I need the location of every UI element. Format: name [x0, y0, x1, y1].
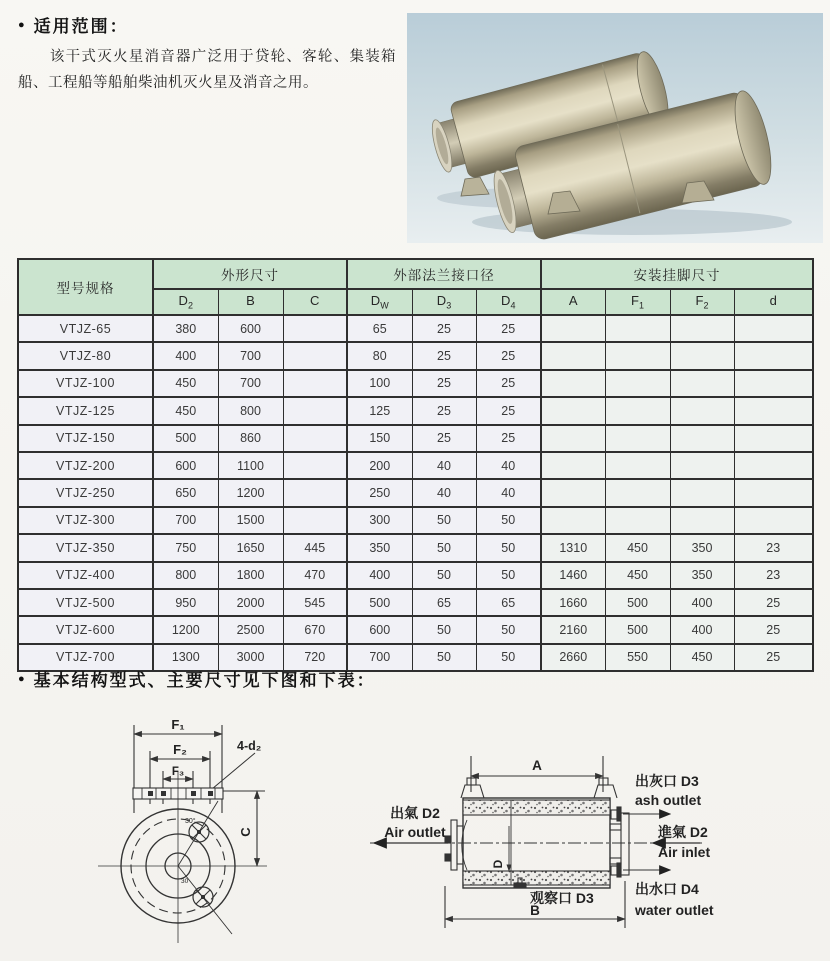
model-cell: VTJZ-700 [18, 644, 153, 671]
air-inlet-label-cn: 進氣 D2 [658, 824, 708, 840]
table-row [18, 507, 813, 534]
value-cell-d [734, 452, 813, 479]
model-cell: VTJZ-350 [18, 534, 153, 561]
value-cell-dw: 300 [347, 507, 412, 534]
observation-port-label: 观察口 D3 [530, 890, 594, 906]
value-cell-d3: 25 [412, 425, 476, 452]
dim-label-a: A [532, 758, 542, 773]
value-cell-d [734, 397, 813, 424]
group-header-mounting: 安装挂脚尺寸 [541, 259, 813, 289]
bolt-holes-label: 4-d₂ [237, 739, 262, 753]
value-cell-d: 23 [734, 562, 813, 589]
application-paragraph: 该干式灭火星消音器广泛用于贷轮、客轮、集装箱船、工程船等船舶柴油机灭火星及消音之用。 [18, 49, 396, 91]
product-photo [407, 13, 823, 243]
table-row [18, 534, 813, 561]
model-cell: VTJZ-300 [18, 507, 153, 534]
table-row [18, 342, 813, 369]
dim-label-f1: F₁ [171, 717, 185, 732]
value-cell-d2: 750 [153, 534, 218, 561]
model-cell: VTJZ-65 [18, 315, 153, 342]
value-cell-dw: 400 [347, 562, 412, 589]
value-cell-b: 3000 [218, 644, 283, 671]
value-cell-f1: 500 [605, 589, 670, 616]
value-cell-d4: 40 [476, 452, 541, 479]
value-cell-f1: 450 [605, 534, 670, 561]
value-cell-f2: 400 [670, 589, 734, 616]
value-cell-f1: 550 [605, 644, 670, 671]
value-cell-d: 25 [734, 616, 813, 643]
value-cell-c: 470 [283, 562, 347, 589]
bullet-icon: ● [18, 19, 25, 31]
value-cell-d: 25 [734, 589, 813, 616]
table-row [18, 425, 813, 452]
value-cell-b: 1650 [218, 534, 283, 561]
value-cell-a [541, 479, 605, 506]
value-cell-b: 1200 [218, 479, 283, 506]
value-cell-f1 [605, 452, 670, 479]
value-cell-a [541, 452, 605, 479]
value-cell-a [541, 342, 605, 369]
spec-table-wrap [17, 258, 814, 672]
col-header-d4: $D_4$ [476, 289, 541, 315]
dim-label-b: B [530, 903, 540, 918]
ash-outlet-label-en: ash outlet [635, 792, 702, 808]
value-cell-d2: 950 [153, 589, 218, 616]
dim-label-c: C [238, 827, 253, 837]
table-row [18, 562, 813, 589]
value-cell-d4: 25 [476, 397, 541, 424]
angle-label-bottom: 30 [181, 878, 189, 885]
value-cell-f2: 350 [670, 534, 734, 561]
value-cell-dw: 250 [347, 479, 412, 506]
front-view-diagram [95, 701, 310, 961]
value-cell-d2: 600 [153, 452, 218, 479]
silencers-photo-art [407, 13, 823, 243]
group-header-flange: 外部法兰接口径 [347, 259, 541, 289]
value-cell-a [541, 507, 605, 534]
spec-table [17, 258, 814, 672]
angle-label-top: 30° [185, 818, 196, 825]
model-cell: VTJZ-150 [18, 425, 153, 452]
value-cell-c [283, 425, 347, 452]
value-cell-c: 545 [283, 589, 347, 616]
value-cell-a: 1310 [541, 534, 605, 561]
value-cell-a [541, 315, 605, 342]
value-cell-d4: 65 [476, 589, 541, 616]
value-cell-dw: 150 [347, 425, 412, 452]
model-cell: VTJZ-100 [18, 370, 153, 397]
table-row [18, 452, 813, 479]
value-cell-f2 [670, 452, 734, 479]
value-cell-f1 [605, 507, 670, 534]
value-cell-d2: 650 [153, 479, 218, 506]
dim-label-d: D [491, 859, 505, 869]
col-header-c: C [283, 289, 347, 315]
value-cell-d2: 1300 [153, 644, 218, 671]
value-cell-c: 720 [283, 644, 347, 671]
model-cell: VTJZ-200 [18, 452, 153, 479]
table-row [18, 589, 813, 616]
col-header-model: 型号规格 [18, 259, 153, 315]
value-cell-d3: 65 [412, 589, 476, 616]
application-title: 适用范围： [33, 17, 129, 36]
value-cell-d2: 450 [153, 370, 218, 397]
table-row [18, 479, 813, 506]
value-cell-d3: 25 [412, 370, 476, 397]
water-outlet-label-en: water outlet [635, 902, 714, 918]
value-cell-f1 [605, 397, 670, 424]
air-outlet-label-cn: 出氣 D2 [390, 805, 440, 821]
value-cell-d2: 400 [153, 342, 218, 369]
value-cell-dw: 200 [347, 452, 412, 479]
model-cell: VTJZ-400 [18, 562, 153, 589]
value-cell-f1: 450 [605, 562, 670, 589]
air-outlet-label-en: Air outlet [384, 824, 446, 840]
value-cell-d2: 450 [153, 397, 218, 424]
model-cell: VTJZ-125 [18, 397, 153, 424]
value-cell-b: 700 [218, 370, 283, 397]
value-cell-dw: 65 [347, 315, 412, 342]
value-cell-d2: 500 [153, 425, 218, 452]
value-cell-a: 2160 [541, 616, 605, 643]
value-cell-d: 25 [734, 644, 813, 671]
value-cell-d4: 50 [476, 644, 541, 671]
value-cell-f1: 500 [605, 616, 670, 643]
value-cell-f2 [670, 397, 734, 424]
value-cell-f2 [670, 425, 734, 452]
model-cell: VTJZ-80 [18, 342, 153, 369]
table-row [18, 315, 813, 342]
table-row [18, 616, 813, 643]
value-cell-d4: 50 [476, 507, 541, 534]
water-outlet-label-cn: 出水口 D4 [635, 881, 699, 897]
value-cell-b: 2000 [218, 589, 283, 616]
value-cell-c [283, 507, 347, 534]
value-cell-b: 860 [218, 425, 283, 452]
value-cell-d: 23 [734, 534, 813, 561]
dim-label-f2: F₂ [173, 742, 187, 757]
value-cell-d2: 380 [153, 315, 218, 342]
value-cell-c [283, 479, 347, 506]
table-row [18, 370, 813, 397]
ash-outlet-label-cn: 出灰口 D3 [635, 773, 699, 789]
model-cell: VTJZ-600 [18, 616, 153, 643]
model-cell: VTJZ-250 [18, 479, 153, 506]
value-cell-f2: 450 [670, 644, 734, 671]
value-cell-f2 [670, 479, 734, 506]
value-cell-d3: 50 [412, 507, 476, 534]
value-cell-f2: 350 [670, 562, 734, 589]
col-header-f2: $F_2$ [670, 289, 734, 315]
group-header-dimensions: 外形尺寸 [153, 259, 347, 289]
value-cell-b: 1800 [218, 562, 283, 589]
value-cell-f2 [670, 507, 734, 534]
value-cell-f1 [605, 370, 670, 397]
value-cell-f1 [605, 342, 670, 369]
value-cell-c: 445 [283, 534, 347, 561]
value-cell-dw: 600 [347, 616, 412, 643]
value-cell-d2: 800 [153, 562, 218, 589]
value-cell-dw: 80 [347, 342, 412, 369]
col-header-b: B [218, 289, 283, 315]
value-cell-d [734, 507, 813, 534]
value-cell-d2: 700 [153, 507, 218, 534]
value-cell-b: 1100 [218, 452, 283, 479]
value-cell-d4: 25 [476, 425, 541, 452]
value-cell-f2 [670, 315, 734, 342]
value-cell-c [283, 397, 347, 424]
value-cell-d3: 25 [412, 315, 476, 342]
structure-title: 基本结构型式、主要尺寸见下图和下表： [33, 671, 376, 690]
value-cell-d4: 50 [476, 562, 541, 589]
value-cell-f1 [605, 315, 670, 342]
value-cell-d4: 40 [476, 479, 541, 506]
value-cell-d4: 25 [476, 315, 541, 342]
value-cell-f2: 400 [670, 616, 734, 643]
col-header-d: d [734, 289, 813, 315]
side-view-diagram [368, 726, 830, 961]
value-cell-d4: 25 [476, 370, 541, 397]
value-cell-c [283, 315, 347, 342]
dim-label-f3: F₃ [171, 766, 185, 778]
model-cell: VTJZ-500 [18, 589, 153, 616]
value-cell-d [734, 315, 813, 342]
value-cell-d3: 50 [412, 534, 476, 561]
value-cell-d3: 40 [412, 452, 476, 479]
value-cell-b: 2500 [218, 616, 283, 643]
value-cell-b: 800 [218, 397, 283, 424]
value-cell-d4: 50 [476, 534, 541, 561]
col-header-a: A [541, 289, 605, 315]
value-cell-f2 [670, 342, 734, 369]
value-cell-d3: 50 [412, 644, 476, 671]
value-cell-d4: 50 [476, 616, 541, 643]
application-heading [18, 12, 129, 37]
table-row [18, 397, 813, 424]
value-cell-dw: 125 [347, 397, 412, 424]
col-header-dw: $D_W$ [347, 289, 412, 315]
value-cell-f1 [605, 425, 670, 452]
value-cell-d [734, 425, 813, 452]
value-cell-dw: 350 [347, 534, 412, 561]
value-cell-c: 670 [283, 616, 347, 643]
value-cell-dw: 500 [347, 589, 412, 616]
value-cell-c [283, 452, 347, 479]
value-cell-dw: 100 [347, 370, 412, 397]
value-cell-a [541, 370, 605, 397]
value-cell-dw: 700 [347, 644, 412, 671]
value-cell-f2 [670, 370, 734, 397]
value-cell-d3: 50 [412, 616, 476, 643]
value-cell-a: 1660 [541, 589, 605, 616]
value-cell-b: 700 [218, 342, 283, 369]
bullet-icon: ● [18, 673, 25, 685]
value-cell-d3: 25 [412, 342, 476, 369]
value-cell-d [734, 342, 813, 369]
value-cell-d3: 40 [412, 479, 476, 506]
value-cell-d3: 50 [412, 562, 476, 589]
value-cell-d [734, 479, 813, 506]
value-cell-c [283, 370, 347, 397]
value-cell-a: 1460 [541, 562, 605, 589]
value-cell-a: 2660 [541, 644, 605, 671]
value-cell-f1 [605, 479, 670, 506]
value-cell-b: 1500 [218, 507, 283, 534]
col-header-f1: $F_1$ [605, 289, 670, 315]
value-cell-d4: 25 [476, 342, 541, 369]
value-cell-a [541, 397, 605, 424]
value-cell-d2: 1200 [153, 616, 218, 643]
structure-heading [18, 666, 376, 691]
value-cell-d [734, 370, 813, 397]
value-cell-a [541, 425, 605, 452]
air-inlet-label-en: Air inlet [658, 844, 711, 860]
value-cell-c [283, 342, 347, 369]
group-header-row [18, 259, 813, 289]
col-header-d2: $D_2$ [153, 289, 218, 315]
col-header-d3: $D_3$ [412, 289, 476, 315]
value-cell-d3: 25 [412, 397, 476, 424]
value-cell-b: 600 [218, 315, 283, 342]
